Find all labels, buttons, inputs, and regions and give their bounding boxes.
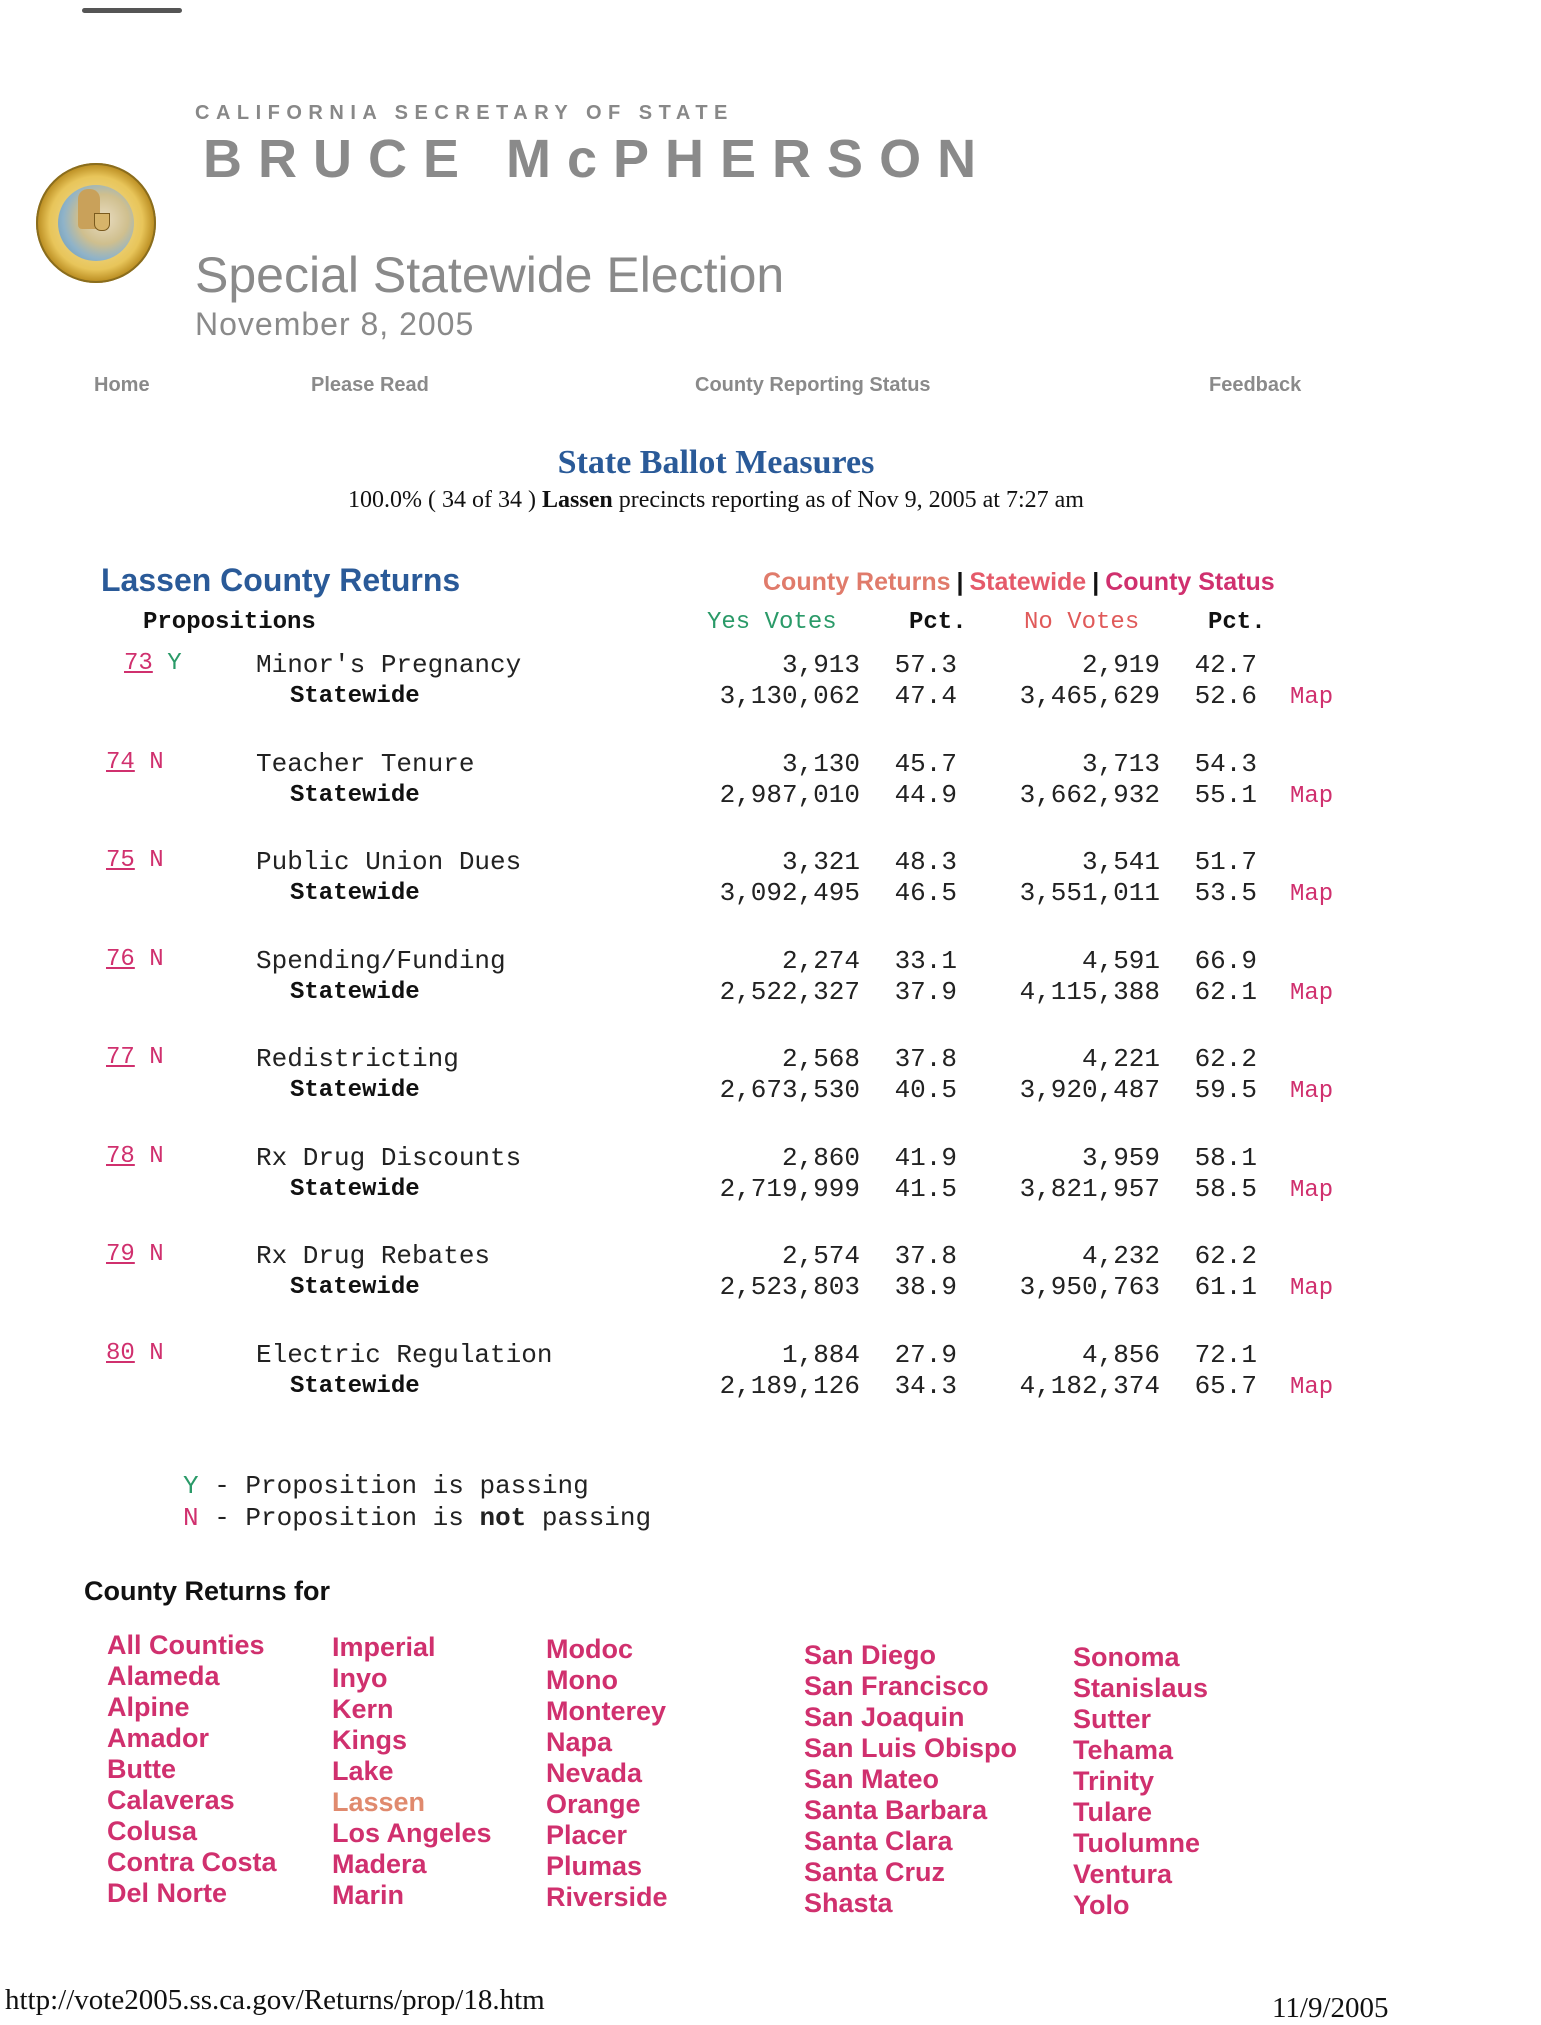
map-link[interactable]: Map [1290,1275,1334,1302]
prop-status-flag: N [149,1044,164,1071]
statewide-no-pct: 53.5 [1194,878,1257,908]
legend-y-flag: Y [183,1471,199,1501]
nav-county-reporting-status-link[interactable]: County Reporting Status [695,374,931,396]
prop-name: Rx Drug Discounts [256,1143,522,1173]
map-link[interactable]: Map [1290,1374,1334,1401]
county-yes-pct: 45.7 [894,749,957,779]
legend-not-passing [183,1503,651,1533]
prop-number[interactable] [106,1143,164,1170]
statewide-no-votes: 3,662,932 [1019,780,1160,810]
statewide-yes-votes: 3,092,495 [719,878,860,908]
prop-statewide-label: Statewide [290,1274,420,1301]
statewide-no-pct: 65.7 [1194,1371,1257,1401]
reporting-status-county: Lassen [542,487,613,513]
statewide-no-pct: 58.5 [1194,1174,1257,1204]
county-no-votes: 4,232 [1081,1241,1160,1271]
statewide-yes-votes: 2,719,999 [719,1174,860,1204]
county-link[interactable]: Mono [546,1665,618,1695]
prop-status-flag: N [149,946,164,973]
election-date: November 8, 2005 [195,306,475,342]
county-link[interactable]: Lake [332,1756,394,1786]
nav-please-read-link[interactable]: Please Read [311,374,429,396]
statewide-no-pct: 59.5 [1194,1075,1257,1105]
county-link[interactable]: Placer [546,1820,628,1850]
prop-status-flag: N [149,847,164,874]
statewide-yes-pct: 47.4 [894,681,957,711]
county-link[interactable]: San Mateo [804,1764,940,1794]
prop-number-text[interactable]: 73 [124,650,153,677]
prop-statewide-label: Statewide [290,683,420,710]
county-no-votes: 4,221 [1081,1044,1160,1074]
county-link[interactable]: Lassen [332,1787,426,1817]
county-no-pct: 62.2 [1194,1044,1257,1074]
legend-n-text-bold: not [479,1503,527,1533]
prop-statewide-label: Statewide [290,1373,420,1400]
prop-statewide-label: Statewide [290,1077,420,1104]
county-no-votes: 4,591 [1081,946,1160,976]
prop-number-text[interactable]: 75 [106,847,135,874]
county-yes-pct: 48.3 [894,847,957,877]
county-list-heading: County Returns for [84,1576,330,1606]
county-link[interactable]: Imperial [332,1632,436,1662]
statewide-yes-pct: 41.5 [894,1174,957,1204]
county-yes-pct: 57.3 [894,650,957,680]
prop-number[interactable] [124,650,182,677]
county-no-pct: 54.3 [1194,749,1257,779]
county-link[interactable]: Los Angeles [332,1818,492,1848]
statewide-yes-pct: 34.3 [894,1371,957,1401]
prop-statewide-label: Statewide [290,1176,420,1203]
nav-home-link[interactable]: Home [94,374,150,396]
prop-name: Teacher Tenure [256,749,475,779]
map-link[interactable]: Map [1290,1177,1334,1204]
page-edge-mark [82,8,182,13]
county-link[interactable]: Alpine [107,1692,190,1722]
county-yes-votes: 2,568 [781,1044,860,1074]
returns-view-links: County Returns | Statewide | County Status [763,568,1275,596]
county-no-votes: 2,919 [1081,650,1160,680]
legend-n-text-pre: - Proposition is [214,1503,480,1533]
prop-status-flag: N [149,749,164,776]
statewide-yes-votes: 3,130,062 [719,681,860,711]
prop-number-text[interactable]: 79 [106,1241,135,1268]
prop-name: Public Union Dues [256,847,522,877]
prop-statewide-label: Statewide [290,782,420,809]
statewide-no-votes: 3,551,011 [1019,878,1160,908]
county-link[interactable]: Colusa [107,1816,198,1846]
col-header-yes-pct: Pct. [909,609,967,636]
legend-passing [183,1471,589,1501]
county-link[interactable]: Yolo [1073,1890,1130,1920]
county-status-link[interactable]: County Status [1105,568,1275,596]
prop-number[interactable] [106,847,164,874]
county-link[interactable]: San Diego [804,1640,937,1670]
county-returns-heading: Lassen County Returns [101,562,461,598]
statewide-yes-pct: 40.5 [894,1075,957,1105]
county-yes-votes: 3,130 [781,749,860,779]
prop-name: Electric Regulation [256,1340,553,1370]
prop-name: Minor's Pregnancy [256,650,522,680]
county-yes-votes: 2,274 [781,946,860,976]
statewide-yes-pct: 38.9 [894,1272,957,1302]
county-link[interactable]: Tehama [1073,1735,1174,1765]
county-link[interactable]: San Joaquin [804,1702,965,1732]
prop-status-flag: N [149,1340,164,1367]
prop-statewide-label: Statewide [290,880,420,907]
statewide-yes-votes: 2,189,126 [719,1371,860,1401]
statewide-yes-votes: 2,523,803 [719,1272,860,1302]
map-link[interactable]: Map [1290,980,1334,1007]
county-link[interactable]: Contra Costa [107,1847,277,1877]
statewide-no-votes: 3,821,957 [1019,1174,1160,1204]
county-link[interactable]: Amador [107,1723,210,1753]
prop-number[interactable] [106,1340,164,1367]
col-header-propositions: Propositions [143,609,316,636]
legend-n-text-post: passing [526,1503,652,1533]
county-yes-votes: 2,574 [781,1241,860,1271]
county-link[interactable]: Tulare [1073,1797,1153,1827]
county-link[interactable]: Trinity [1073,1766,1155,1796]
footer-url: http://vote2005.ss.ca.gov/Returns/prop/18.htm [5,1984,545,2016]
county-link[interactable]: Monterey [546,1696,667,1726]
county-link[interactable]: Nevada [546,1758,643,1788]
county-link[interactable]: Riverside [546,1882,668,1912]
statewide-no-votes: 3,950,763 [1019,1272,1160,1302]
prop-number[interactable] [106,1241,164,1268]
county-no-pct: 58.1 [1194,1143,1257,1173]
prop-number-text[interactable]: 80 [106,1340,135,1367]
county-link[interactable]: Santa Cruz [804,1857,946,1887]
reporting-status-pre: 100.0% ( 34 of 34 ) [348,487,543,513]
statewide-no-pct: 62.1 [1194,977,1257,1007]
prop-status-flag: N [149,1241,164,1268]
state-seal-logo [36,163,156,283]
prop-number[interactable] [106,1044,164,1071]
prop-number-text[interactable]: 76 [106,946,135,973]
statewide-no-pct: 61.1 [1194,1272,1257,1302]
statewide-no-votes: 3,920,487 [1019,1075,1160,1105]
statewide-no-pct: 55.1 [1194,780,1257,810]
prop-status-flag: Y [167,650,182,677]
county-no-votes: 3,541 [1081,847,1160,877]
county-link[interactable]: Sonoma [1073,1642,1180,1672]
map-link[interactable]: Map [1290,1078,1334,1105]
county-no-votes: 3,959 [1081,1143,1160,1173]
county-yes-votes: 3,913 [781,650,860,680]
statewide-no-votes: 4,115,388 [1019,977,1160,1007]
statewide-yes-pct: 44.9 [894,780,957,810]
county-link[interactable]: Butte [107,1754,176,1784]
county-link[interactable]: Calaveras [107,1785,235,1815]
county-link[interactable]: San Luis Obispo [804,1733,1018,1763]
county-no-pct: 51.7 [1194,847,1257,877]
prop-number-text[interactable]: 78 [106,1143,135,1170]
statewide-yes-votes: 2,522,327 [719,977,860,1007]
county-no-votes: 3,713 [1081,749,1160,779]
county-yes-pct: 33.1 [894,946,957,976]
county-link[interactable]: Inyo [332,1663,388,1693]
statewide-yes-votes: 2,987,010 [719,780,860,810]
footer-date: 11/9/2005 [1272,1992,1389,2024]
election-title: Special Statewide Election [195,247,785,303]
county-link[interactable]: Shasta [804,1888,893,1918]
prop-number[interactable] [106,946,164,973]
statewide-yes-pct: 46.5 [894,878,957,908]
county-no-pct: 42.7 [1194,650,1257,680]
county-link[interactable]: Tuolumne [1073,1828,1200,1858]
page-title: State Ballot Measures [557,444,875,481]
county-returns-link[interactable]: County Returns [763,568,951,596]
prop-name: Rx Drug Rebates [256,1241,491,1271]
map-link[interactable]: Map [1290,684,1334,711]
county-yes-pct: 27.9 [894,1340,957,1370]
county-no-pct: 62.2 [1194,1241,1257,1271]
prop-name: Redistricting [256,1044,459,1074]
county-link[interactable]: Stanislaus [1073,1673,1209,1703]
county-no-pct: 72.1 [1194,1340,1257,1370]
county-link[interactable]: Orange [546,1789,641,1819]
statewide-yes-votes: 2,673,530 [719,1075,860,1105]
county-link[interactable]: Alameda [107,1661,220,1691]
statewide-link[interactable]: Statewide [969,568,1087,596]
prop-status-flag: N [149,1143,164,1170]
reporting-status-post: precincts reporting as of Nov 9, 2005 at 7:27 am [612,487,1084,513]
county-link[interactable]: Santa Barbara [804,1795,988,1825]
county-yes-votes: 2,860 [781,1143,860,1173]
county-link[interactable]: Ventura [1073,1859,1173,1889]
county-no-votes: 4,856 [1081,1340,1160,1370]
prop-name: Spending/Funding [256,946,506,976]
county-link[interactable]: Kings [332,1725,408,1755]
statewide-no-votes: 4,182,374 [1019,1371,1160,1401]
statewide-no-pct: 52.6 [1194,681,1257,711]
county-link[interactable]: San Francisco [804,1671,989,1701]
col-header-no-pct: Pct. [1208,609,1266,636]
prop-number-text[interactable]: 77 [106,1044,135,1071]
county-link[interactable]: Plumas [546,1851,643,1881]
county-yes-votes: 3,321 [781,847,860,877]
prop-number[interactable] [106,749,164,776]
col-header-yes-votes: Yes Votes [707,609,837,636]
reporting-status [0,487,1432,514]
statewide-no-votes: 3,465,629 [1019,681,1160,711]
county-yes-pct: 37.8 [894,1044,957,1074]
county-link[interactable]: Madera [332,1849,427,1879]
county-link[interactable]: Napa [546,1727,613,1757]
county-link[interactable]: All Counties [107,1630,265,1660]
county-yes-pct: 37.8 [894,1241,957,1271]
county-link[interactable]: Sutter [1073,1704,1152,1734]
legend-y-text: - Proposition is passing [214,1471,589,1501]
county-link[interactable]: Santa Clara [804,1826,953,1856]
nav-feedback-link[interactable]: Feedback [1209,374,1302,396]
map-link[interactable]: Map [1290,881,1334,908]
legend-n-flag: N [183,1503,199,1533]
county-link[interactable]: Kern [332,1694,394,1724]
map-link[interactable]: Map [1290,783,1334,810]
official-name: BRUCE McPHERSON [203,129,993,189]
county-link[interactable]: Del Norte [107,1878,228,1908]
county-link[interactable]: Modoc [546,1634,633,1664]
col-header-no-votes: No Votes [1024,609,1140,636]
county-link[interactable]: Marin [332,1880,405,1910]
county-yes-votes: 1,884 [781,1340,860,1370]
office-title: CALIFORNIA SECRETARY OF STATE [195,102,734,124]
prop-statewide-label: Statewide [290,979,420,1006]
county-yes-pct: 41.9 [894,1143,957,1173]
statewide-yes-pct: 37.9 [894,977,957,1007]
county-no-pct: 66.9 [1194,946,1257,976]
prop-number-text[interactable]: 74 [106,749,135,776]
